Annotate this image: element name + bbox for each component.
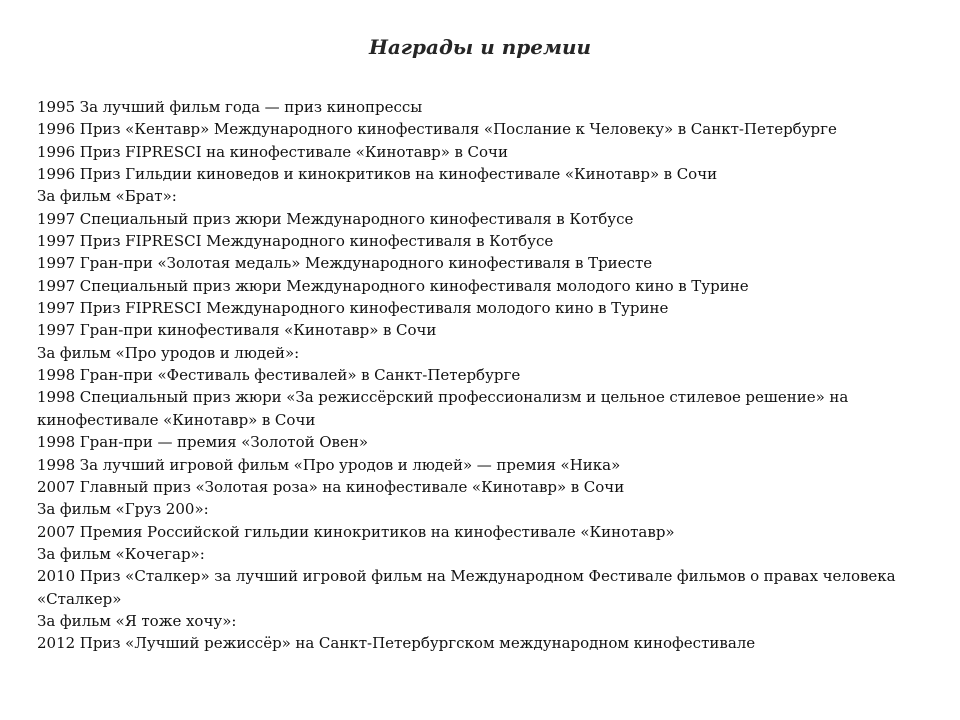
list-item: 1997 Специальный приз жюри Международного кинофестиваля в Котбусе [37,209,634,228]
list-item: 2007 Главный приз «Золотая роза» на кинофестивале «Кинотавр» в Сочи [37,477,625,496]
list-item: 1998 Гран-при — премия «Золотой Овен» [37,433,368,452]
list-item: За фильм «Груз 200»: [37,500,209,519]
list-item: За фильм «Кочегар»: [37,544,205,563]
list-item: 1997 Специальный приз жюри Международного кинофестиваля молодого кино в Турине [37,276,749,295]
list-item: За фильм «Про уродов и людей»: [37,343,300,362]
list-item: 1996 Приз FIPRESCI на кинофестивале «Кинотавр» в Сочи [37,142,508,161]
list-item: 1998 Специальный приз жюри «За режиссёрский профессионализм и цельное стилевое решение» на кинофестивале «Кинотавр» в Сочи [37,388,849,429]
list-item: 1997 Приз FIPRESCI Международного кинофестиваля молодого кино в Турине [37,299,669,318]
list-item: 1997 Гран-при «Золотая медаль» Международного кинофестиваля в Триесте [37,254,653,273]
page-title: Награды и премии [368,35,592,59]
awards-list [37,96,923,655]
list-item: 1997 Гран-при кинофестиваля «Кинотавр» в Сочи [37,321,437,340]
list-item: За фильм «Брат»: [37,187,177,206]
list-item: 1997 Приз FIPRESCI Международного кинофестиваля в Котбусе [37,232,554,251]
list-item: 1998 Гран-при «Фестиваль фестивалей» в Санкт-Петербурге [37,366,521,385]
list-item: 1996 Приз Гильдии киноведов и кинокритиков на кинофестивале «Кинотавр» в Сочи [37,165,718,184]
list-item: 2007 Премия Российской гильдии кинокритиков на кинофестивале «Кинотавр» [37,522,675,541]
list-item: 1995 За лучший фильм года — приз кинопрессы [37,98,423,116]
list-item: 1996 Приз «Кентавр» Международного кинофестиваля «Послание к Человеку» в Санкт-Петербурге [37,120,837,139]
list-item: 2012 Приз «Лучший режиссёр» на Санкт-Петербургском международном кинофестивале [37,634,756,653]
list-item: 2010 Приз «Сталкер» за лучший игровой фильм на Международном Фестивале фильмов о правах человека «Сталкер» [37,567,896,608]
list-item: 1998 За лучший игровой фильм «Про уродов и людей» — премия «Ника» [37,455,621,474]
list-item: За фильм «Я тоже хочу»: [37,611,237,630]
